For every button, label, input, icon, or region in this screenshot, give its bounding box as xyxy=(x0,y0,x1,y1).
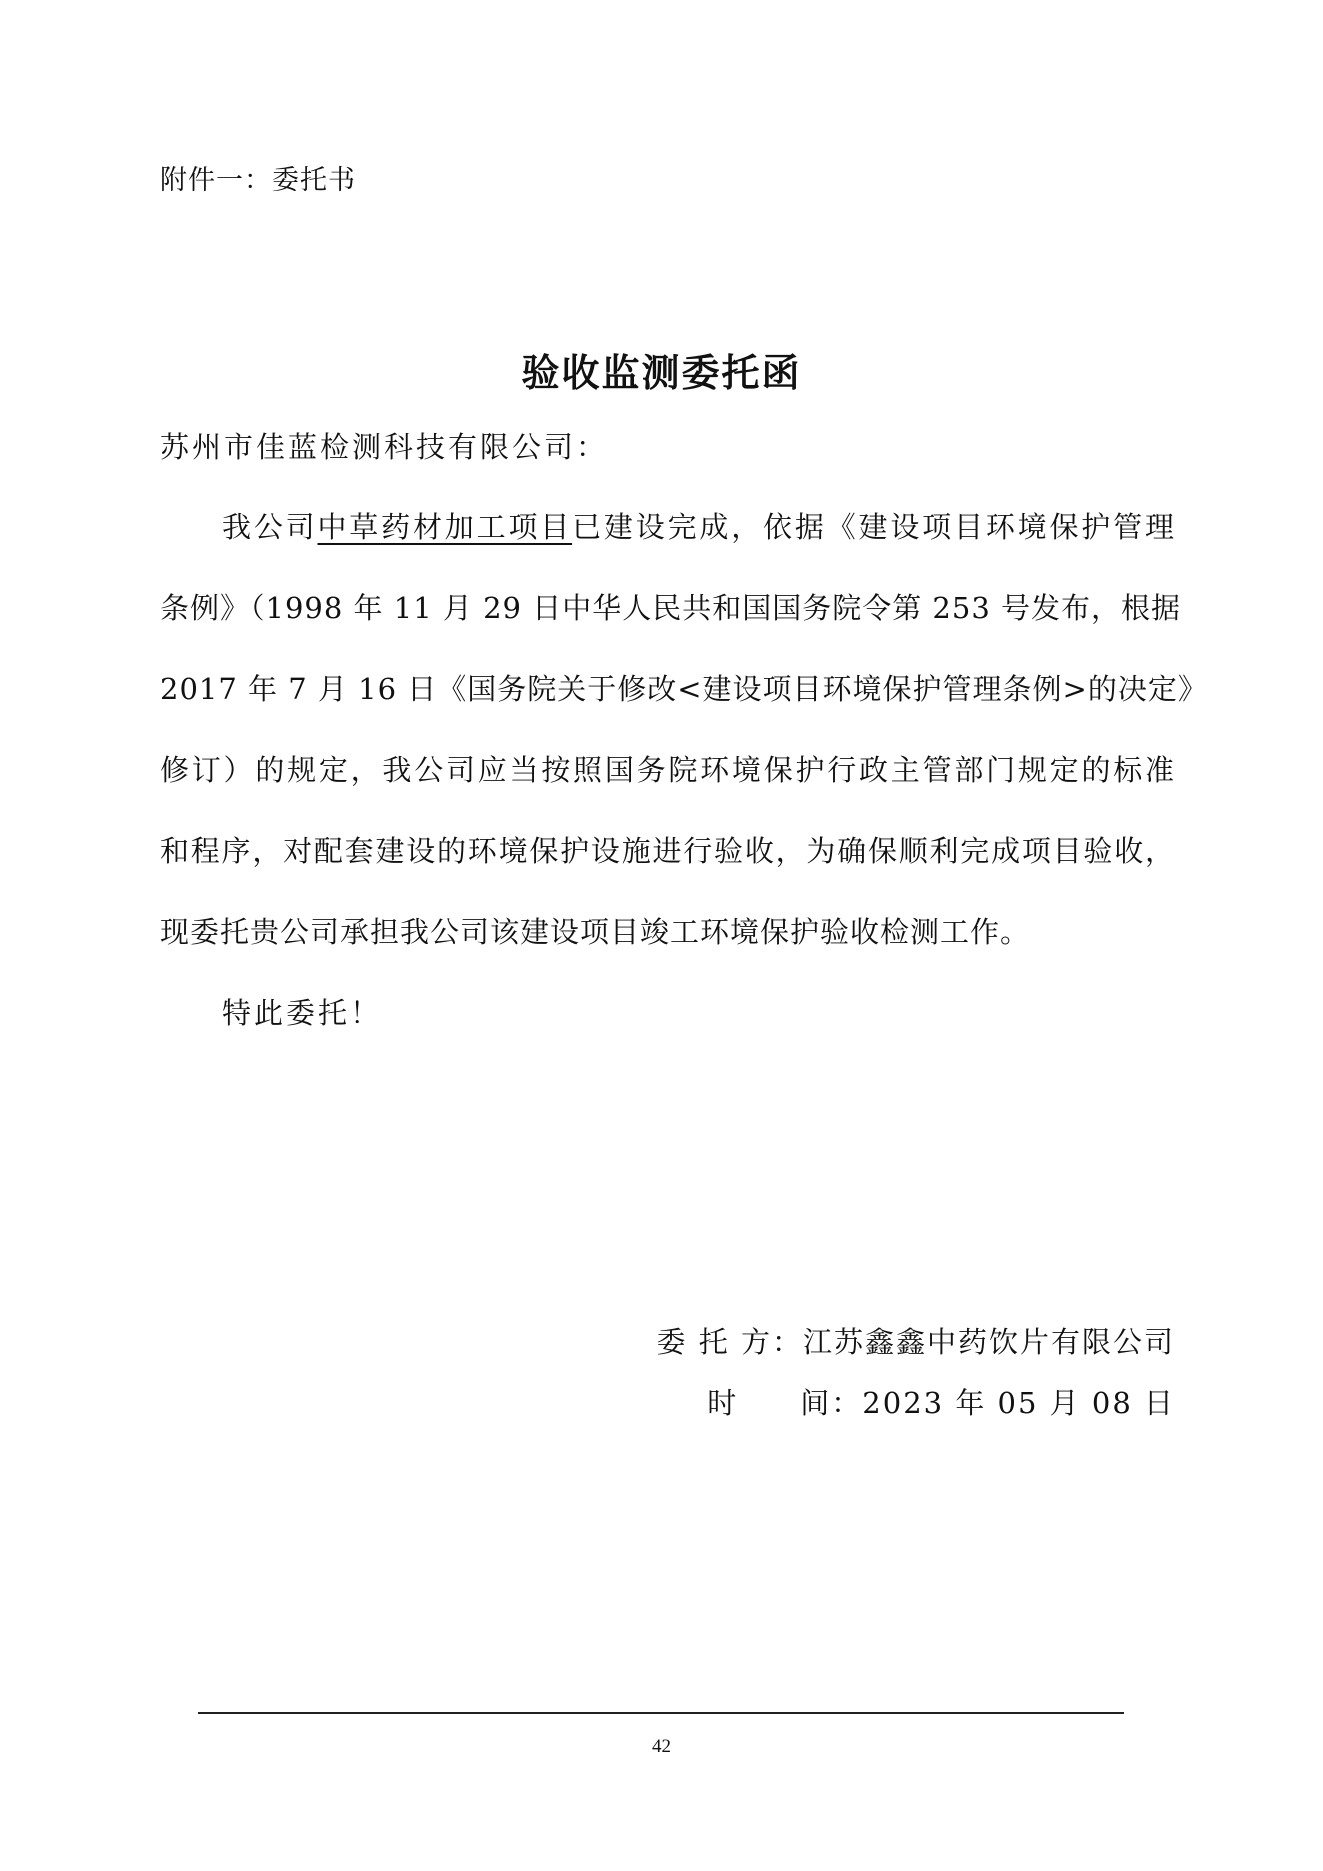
page-number: 42 xyxy=(652,1736,671,1757)
closing-remark: 特此委托！ xyxy=(222,996,383,1030)
attachment-label: 附件一：委托书 xyxy=(160,165,356,196)
body-line-1-suffix: 已建设完成，依据《建设项目环境保护管理 xyxy=(572,510,1175,544)
client-label: 委 托 方： xyxy=(656,1325,803,1359)
recipient-line: 苏州市佳蓝检测科技有限公司： xyxy=(160,430,609,464)
letter-title: 验收监测委托函 xyxy=(521,350,802,395)
client-name: 江苏鑫鑫中药饮片有限公司 xyxy=(802,1325,1175,1359)
body-line-1-prefix: 我公司 xyxy=(222,510,318,544)
body-line-2: 条例》（1998 年 11 月 29 日中华人民共和国国务院令第 253 号发布，根据 xyxy=(160,591,1181,625)
date-value: 2023 年 05 月 08 日 xyxy=(862,1386,1175,1420)
signature-date-row xyxy=(707,1381,1175,1422)
body-line-4: 修订）的规定，我公司应当按照国务院环境保护行政主管部门规定的标准 xyxy=(160,753,1175,787)
footer-divider xyxy=(198,1712,1124,1714)
project-name: 中草药材加工项目 xyxy=(317,510,573,544)
date-label: 时 间： xyxy=(707,1386,863,1420)
body-line-3: 2017 年 7 月 16 日《国务院关于修改<建设项目环境保护管理条例>的决定》 xyxy=(160,672,1208,706)
signature-client-row xyxy=(657,1320,1175,1361)
body-line-6: 现委托贵公司承担我公司该建设项目竣工环境保护验收检测工作。 xyxy=(160,915,1031,949)
body-line-1 xyxy=(222,505,1175,546)
body-line-5: 和程序，对配套建设的环境保护设施进行验收，为确保顺利完成项目验收， xyxy=(160,834,1175,868)
